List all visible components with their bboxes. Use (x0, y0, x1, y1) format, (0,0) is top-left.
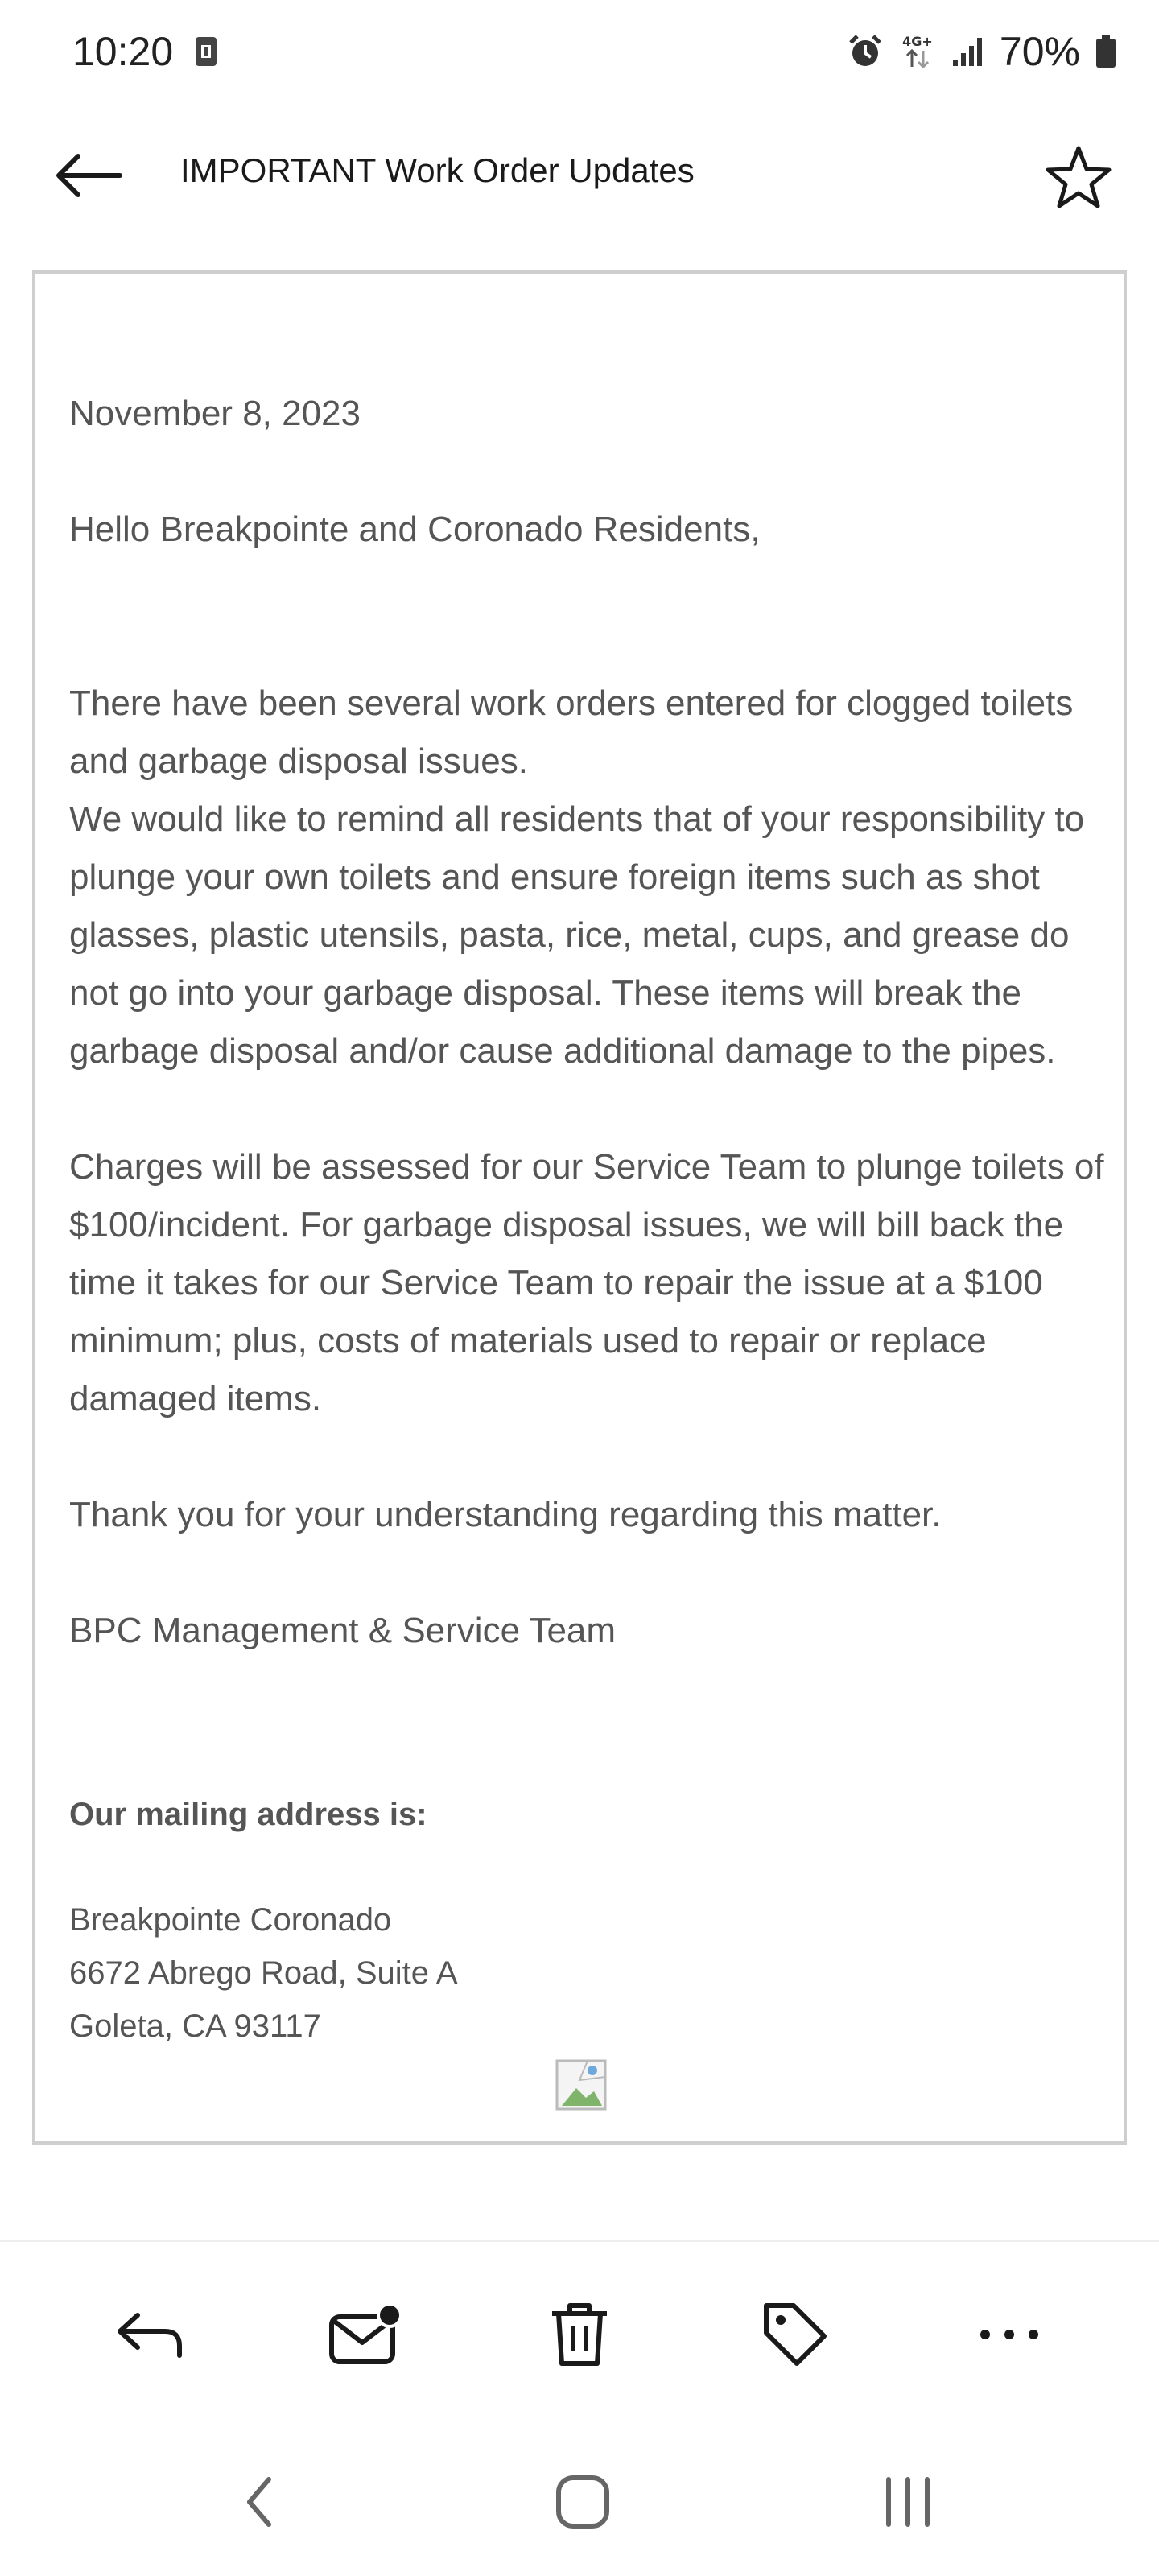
delete-button[interactable] (531, 2286, 628, 2383)
action-bar-divider (0, 2240, 1159, 2242)
status-right (847, 28, 1117, 75)
email-signature: BPC Management & Service Team (69, 1611, 617, 1650)
status-time: 10:20 (72, 29, 174, 74)
star-icon (1045, 145, 1112, 209)
reply-icon (115, 2309, 184, 2360)
email-subject: IMPORTANT Work Order Updates (180, 151, 695, 189)
address-line-1: Breakpointe Coronado (69, 1902, 392, 1938)
email-content (69, 385, 1116, 1660)
battery-icon (1095, 34, 1117, 69)
system-nav-bar (0, 2454, 1159, 2550)
more-options-button[interactable] (961, 2286, 1058, 2383)
address-line-2: 6672 Abrego Road, Suite A (69, 1955, 458, 1991)
label-button[interactable] (747, 2286, 843, 2383)
nav-recents-button[interactable] (852, 2454, 964, 2550)
email-header (0, 119, 1159, 232)
email-greeting: Hello Breakpointe and Coronado Residents, (69, 510, 761, 549)
star-button[interactable] (1038, 137, 1119, 217)
mark-unread-icon (327, 2302, 404, 2367)
nav-home-button[interactable] (526, 2454, 639, 2550)
sim-card-icon (194, 35, 218, 68)
email-date: November 8, 2023 (69, 394, 361, 433)
address-heading: Our mailing address is: (69, 1797, 427, 1832)
status-bar (0, 0, 1159, 103)
nav-home-icon (555, 2474, 611, 2530)
email-action-bar (0, 2286, 1159, 2383)
address-lines (69, 1893, 1099, 2053)
nav-back-button[interactable] (203, 2454, 316, 2550)
email-paragraph-2: We would like to remind all residents that of your responsibility to plunge your own toilets and ensure foreign items such as shot glasses, plastic utensils, pasta, rice, metal, cups, and grease do not go into your garbage disposal. These items will break the garbage disposal and/or cause additional damage to the pipes. (69, 799, 1085, 1071)
email-thanks: Thank you for your understanding regarding this matter. (69, 1495, 942, 1534)
email-paragraph-3: Charges will be assessed for our Service Team to plunge toilets of $100/incident. For garbage disposal issues, we will bill back the time it takes for our Service Team to repair the issue at a $100 minimum; plus, costs of materials used to repair or replace damaged items. (69, 1147, 1104, 1418)
email-paragraph-1: There have been several work orders entered for clogged toilets and garbage disposal issues. (69, 683, 1074, 781)
email-body (32, 270, 1127, 2145)
address-line-3: Goleta, CA 93117 (69, 2008, 321, 2044)
reply-button[interactable] (101, 2286, 198, 2383)
back-arrow-icon (54, 153, 123, 198)
status-left (72, 28, 218, 75)
nav-back-icon (243, 2476, 275, 2528)
nav-recents-icon (882, 2476, 934, 2528)
alarm-icon (847, 33, 884, 70)
delete-icon (549, 2301, 610, 2368)
mailing-address (69, 1792, 1099, 2053)
mark-unread-button[interactable] (317, 2286, 414, 2383)
network-type-label: 4G+ (902, 34, 933, 49)
back-button[interactable] (48, 143, 129, 208)
battery-percent: 70% (999, 29, 1080, 74)
data-arrows-icon (898, 33, 937, 70)
signal-icon (951, 35, 985, 68)
label-icon (761, 2301, 829, 2368)
broken-image-icon (555, 2059, 608, 2112)
more-icon (977, 2326, 1041, 2343)
